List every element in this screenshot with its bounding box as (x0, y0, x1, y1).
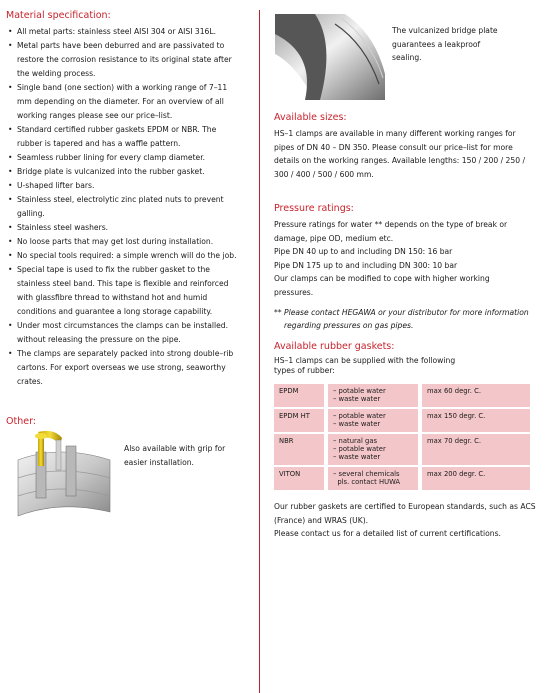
rubber-type: VITON (274, 467, 324, 490)
list-item: • Metal parts have been deburred and are passivated to restore the corrosion resistance to its original state after the welding process. (6, 39, 244, 81)
rubber-heading: Available rubber gaskets: (274, 341, 395, 352)
rubber-max-temp: max 60 degr. C. (422, 384, 530, 407)
list-item: • Seamless rubber lining for every clamp diameter. (6, 151, 244, 165)
clamp-with-grip-photo (10, 430, 116, 522)
rubber-intro: HS–1 clamps can be supplied with the following types of rubber: (274, 356, 456, 375)
list-item: • No loose parts that may get lost during installation. (6, 235, 244, 249)
pressure-line: Our clamps can be modified to cope with higher working pressures. (274, 274, 490, 297)
list-item: • Under most circumstances the clamps can be installed. without releasing the pressure on the pipe. (6, 319, 244, 347)
other-heading: Other: (6, 416, 37, 427)
rubber-max-temp: max 70 degr. C. (422, 434, 530, 465)
rubber-uses: – potable water – waste water (328, 409, 418, 432)
rubber-max-temp: max 150 degr. C. (422, 409, 530, 432)
list-item: • All metal parts: stainless steel AISI 304 or AISI 316L. (6, 25, 244, 39)
list-item: • Stainless steel, electrolytic zinc plated nuts to prevent galling. (6, 193, 244, 221)
rubber-section (274, 341, 536, 541)
material-list (6, 25, 244, 389)
rubber-uses: – potable water – waste water (328, 384, 418, 407)
list-item: • U-shaped lifter bars. (6, 179, 244, 193)
table-row (274, 409, 530, 432)
rubber-type: NBR (274, 434, 324, 465)
bridge-caption: The vulcanized bridge plate guarantees a leakproof sealing. (392, 26, 498, 63)
table-row (274, 467, 530, 490)
pressure-line: Pipe DN 175 up to and including DN 300: 10 bar (274, 260, 458, 270)
rubber-table (274, 382, 530, 492)
rubber-footer: Please contact us for a detailed list of current certifications. (274, 529, 501, 539)
rubber-uses: – several chemicals pls. contact HUWA (328, 467, 418, 490)
rubber-type: EPDM HT (274, 409, 324, 432)
rubber-max-temp: max 200 degr. C. (422, 467, 530, 490)
sizes-text: HS–1 clamps are available in many different working ranges for pipes of DN 40 – DN 350. Please consult our price–list for more details on the working ranges. Available lengths: 150 / 200 / 250 / 300 / 400 / 500 / 600 mm. (274, 129, 526, 179)
list-item: • Stainless steel washers. (6, 221, 244, 235)
pressure-line: Pressure ratings for water ** depends on the type of break or damage, pipe OD, medium etc. (274, 220, 508, 243)
pressure-section (274, 203, 530, 333)
bridge-plate-photo (275, 14, 385, 100)
left-column (6, 10, 244, 389)
rubber-type: EPDM (274, 384, 324, 407)
pressure-line: Pipe DN 40 up to and including DN 150: 16 bar (274, 247, 453, 257)
pressure-heading: Pressure ratings: (274, 203, 354, 214)
grip-caption: Also available with grip for easier installation. (124, 444, 226, 467)
list-item: • Special tape is used to fix the rubber gasket to the stainless steel band. This tape is flexible and reinforced with glassfibre thread to withstand hot and humid conditions and guarantee a long storage capability. (6, 263, 244, 319)
rubber-uses: – natural gas – potable water – waste water (328, 434, 418, 465)
rubber-footer: Our rubber gaskets are certified to European standards, such as ACS (France) and WRAS (UK). (274, 502, 536, 525)
list-item: • Standard certified rubber gaskets EPDM or NBR. The rubber is tapered and has a waffle pattern. (6, 123, 244, 151)
list-item: • The clamps are separately packed into strong double–rib cartons. For export overseas we use strong, seaworthy crates. (6, 347, 244, 389)
pressure-note: ** Please contact HEGAWA or your distributor for more information regarding pressures on gas pipes. (274, 307, 529, 331)
sizes-heading: Available sizes: (274, 112, 347, 123)
material-heading: Material specification: (6, 10, 111, 21)
table-row (274, 384, 530, 407)
list-item: • Bridge plate is vulcanized into the rubber gasket. (6, 165, 244, 179)
sizes-section (274, 112, 530, 181)
list-item: • No special tools required: a simple wrench will do the job. (6, 249, 244, 263)
list-item: • Single band (one section) with a working range of 7–11 mm depending on the diameter. For an overview of all working ranges please see our price–list. (6, 81, 244, 123)
table-row (274, 434, 530, 465)
column-divider (259, 10, 260, 693)
